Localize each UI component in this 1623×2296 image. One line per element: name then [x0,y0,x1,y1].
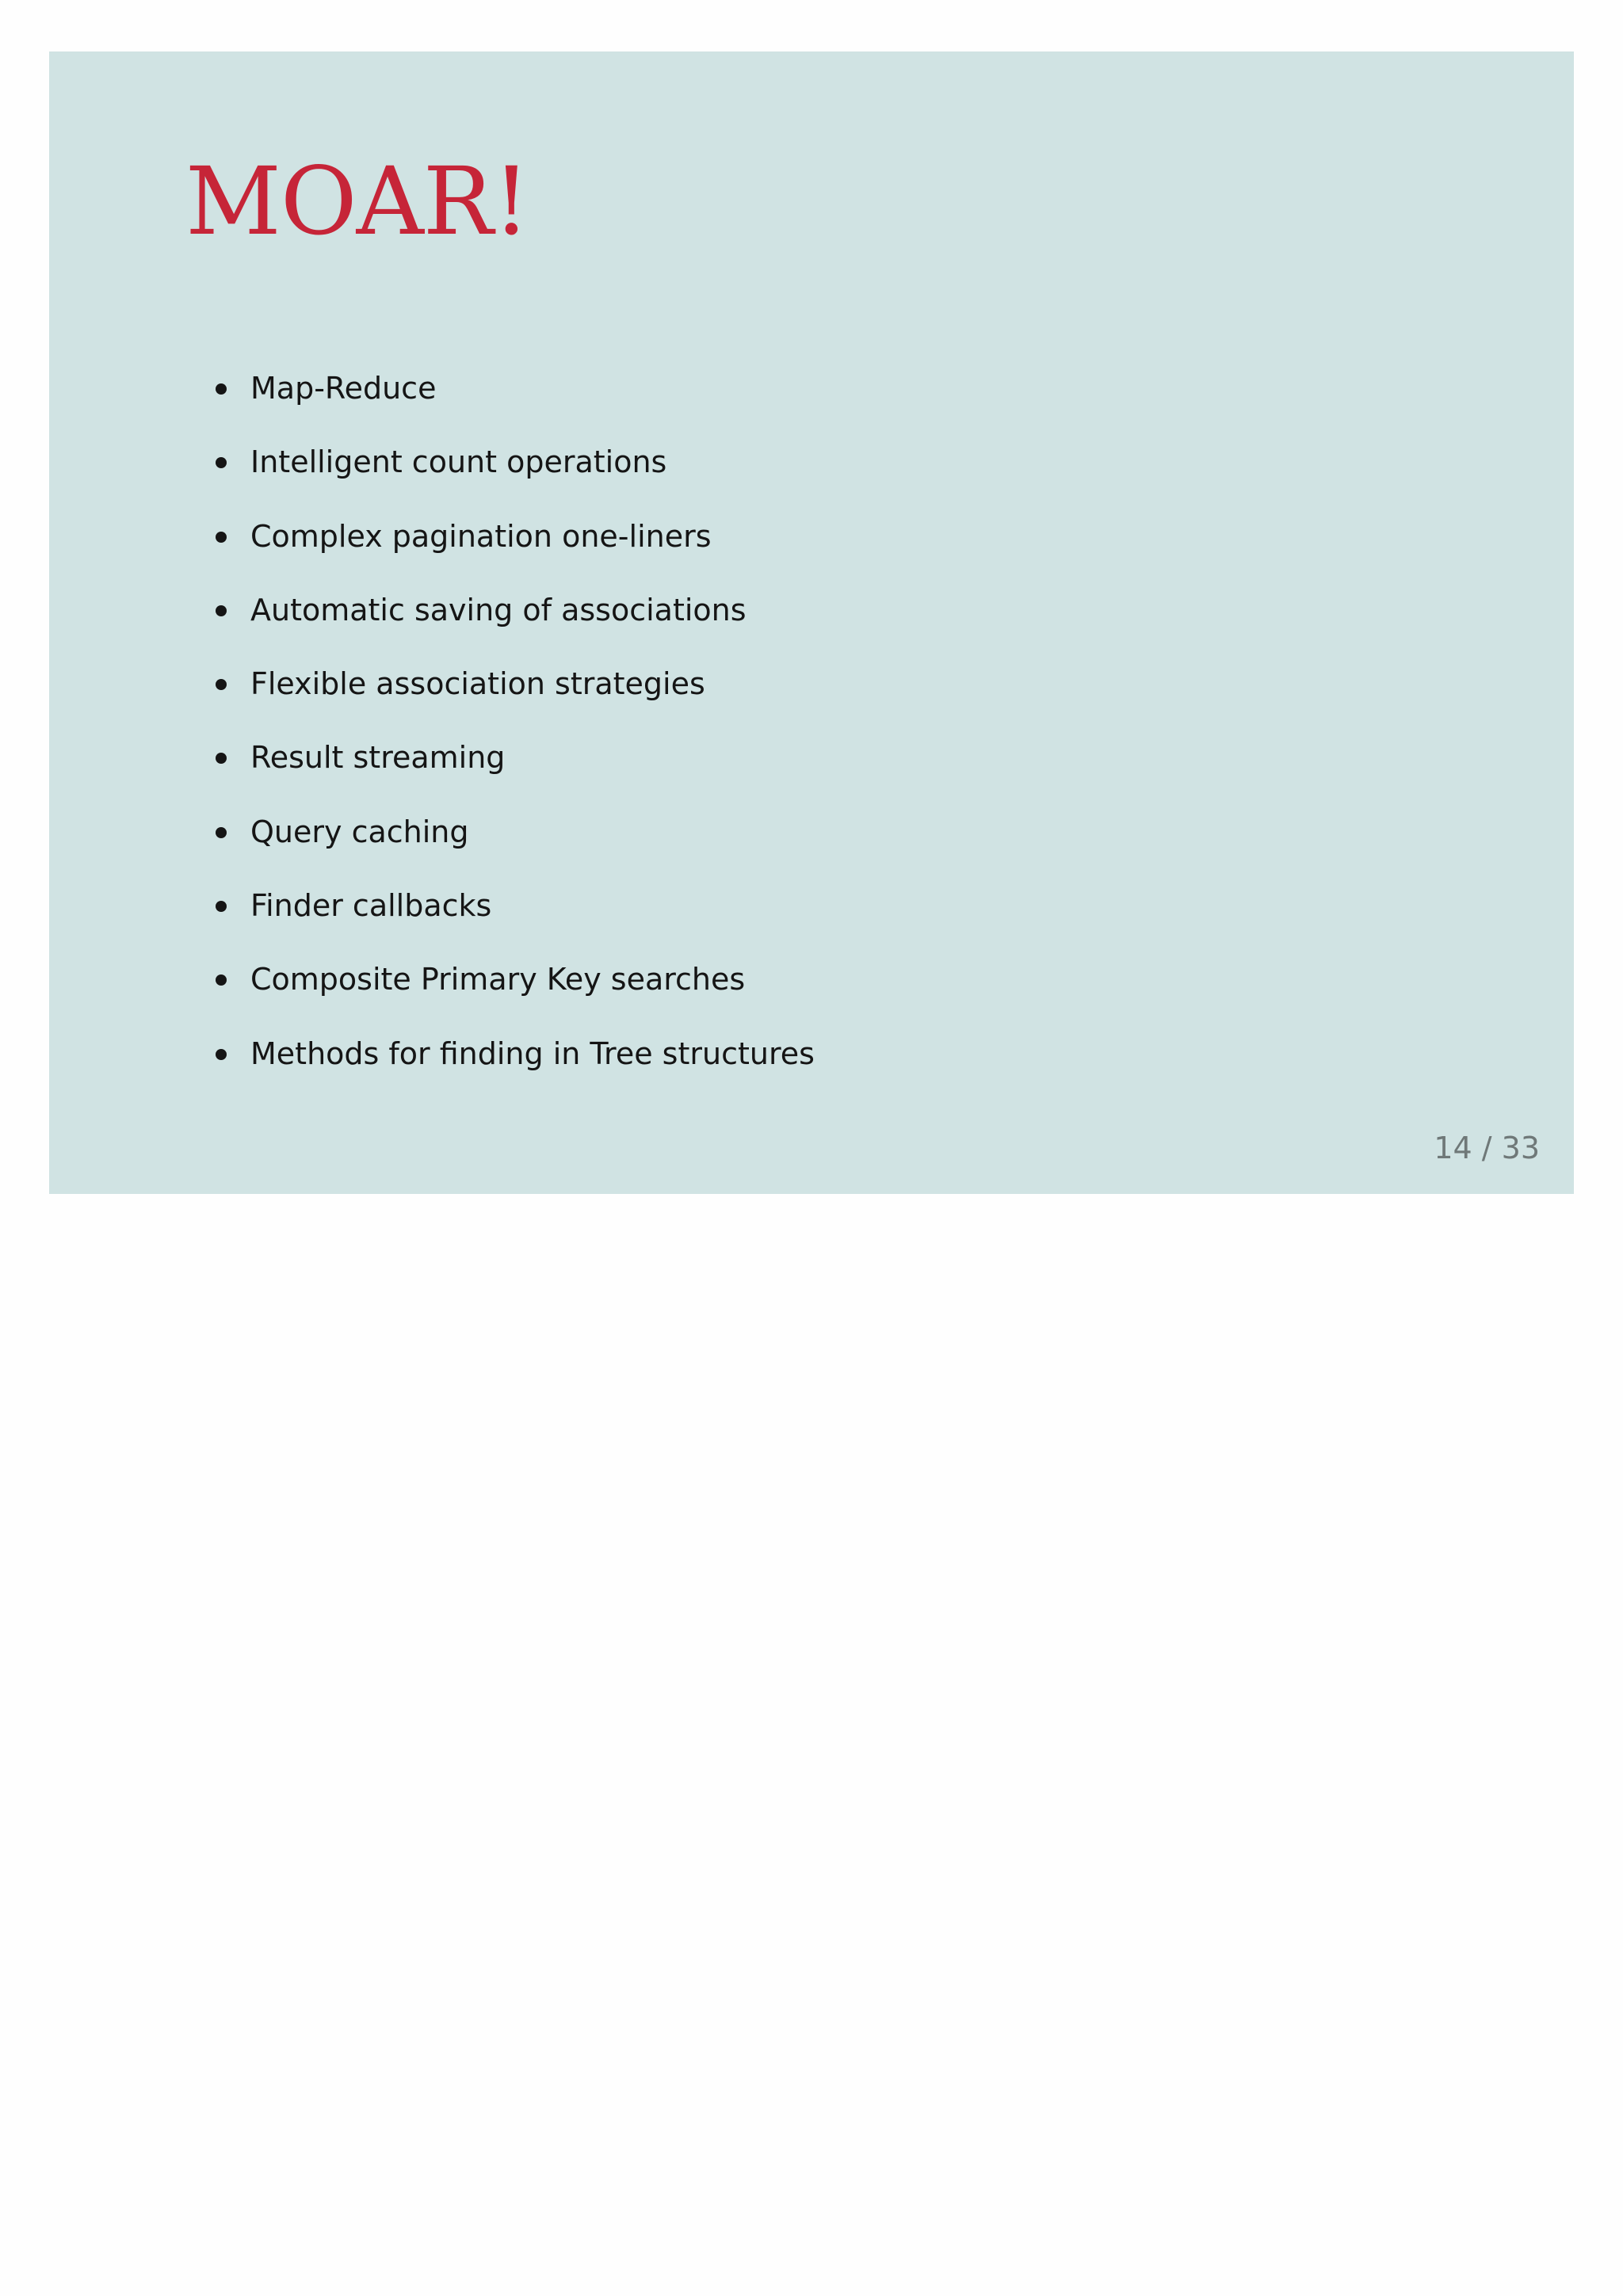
bullet-dot-icon [216,753,227,764]
list-item-text: Complex pagination one-liners [250,518,712,554]
list-item-text: Automatic saving of associations [250,592,747,627]
list-item [250,438,815,512]
bullet-dot-icon [216,383,227,395]
slide-title: MOAR! [185,147,530,256]
bullet-list [250,364,815,1104]
list-item [250,734,815,807]
bullet-dot-icon [216,1049,227,1060]
list-item-text: Methods for finding in Tree structures [250,1035,815,1071]
list-item [250,808,815,882]
slide [49,51,1574,1194]
list-item-text: Intelligent count operations [250,444,667,480]
list-item [250,364,815,438]
list-item [250,882,815,955]
list-item [250,1030,815,1104]
list-item-text: Flexible association strategies [250,666,705,702]
page-number: 14 / 33 [1434,1131,1540,1165]
bullet-dot-icon [216,457,227,468]
list-item-text: Map-Reduce [250,371,437,406]
list-item-text: Query caching [250,814,469,849]
list-item-text: Finder callbacks [250,888,492,924]
bullet-dot-icon [216,827,227,838]
bullet-dot-icon [216,532,227,543]
list-item-text: Composite Primary Key searches [250,962,746,997]
bullet-dot-icon [216,605,227,616]
list-item [250,660,815,734]
bullet-dot-icon [216,679,227,690]
list-item [250,513,815,586]
bullet-dot-icon [216,901,227,912]
bullet-dot-icon [216,974,227,986]
list-item [250,586,815,660]
list-item-text: Result streaming [250,740,506,776]
list-item [250,955,815,1029]
